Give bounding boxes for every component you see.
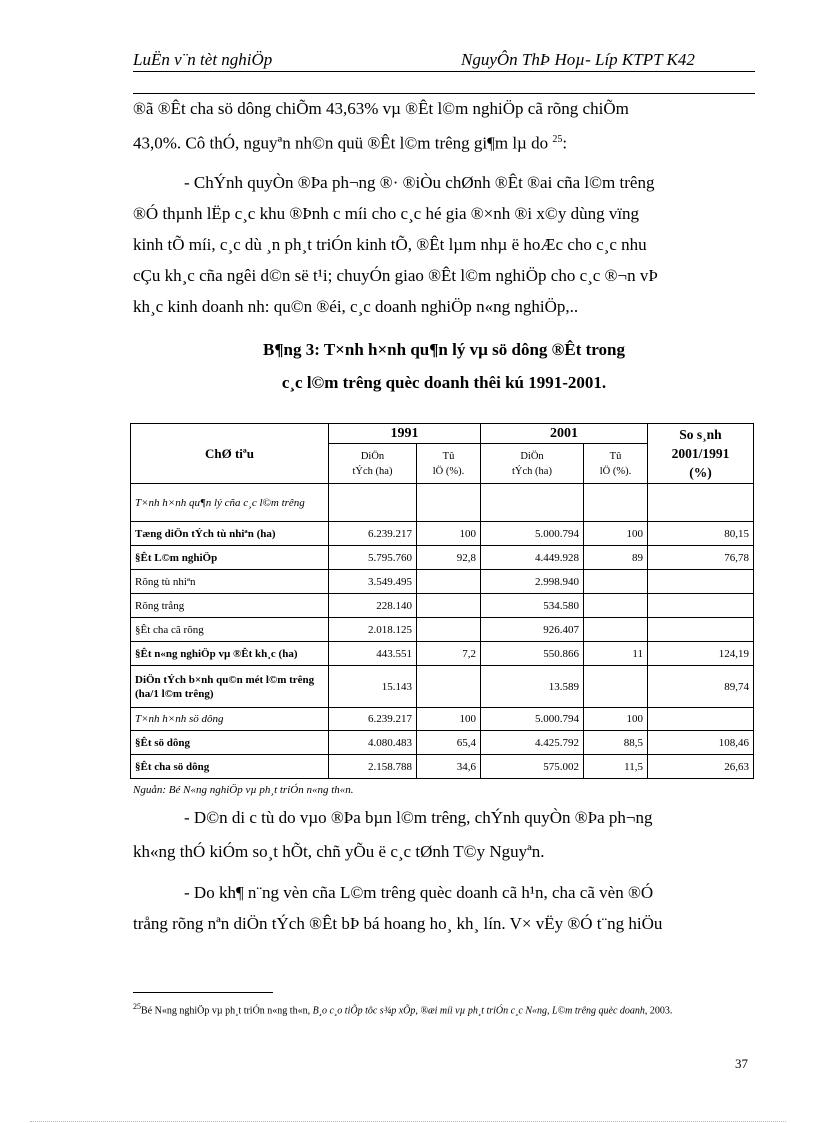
cell-area-2001: 926.407 (481, 618, 584, 642)
paragraph-text: 43,0%. Cô thÓ, nguyªn nh©n quü ®Êt l©m trêng gi¶m lµ do (133, 133, 549, 153)
cell-area-2001: 4.425.792 (481, 731, 584, 755)
row-label: §Êt cha cã rõng (131, 618, 329, 642)
cell-compare (648, 484, 754, 522)
header-area-l2: tÝch (ha) (352, 465, 393, 477)
page-edge-rule (30, 1121, 786, 1122)
paragraph-line: - D©n di c tù do vµo ®Þa bµn l©m trêng, chÝnh quyÒn ®Þa ph¬ng (184, 808, 653, 827)
table-row (131, 546, 754, 570)
cell-ratio-1991 (417, 484, 481, 522)
table-row (131, 618, 754, 642)
cell-compare (648, 594, 754, 618)
header-area-l1: DiÖn (360, 450, 385, 462)
page-number: 37 (735, 1056, 748, 1071)
row-label: §Êt n«ng nghiÖp vµ ®Êt kh¸c (ha) (131, 642, 329, 666)
paragraph-line: kinh tÕ míi, c¸c dù ¸n ph¸t triÓn kinh tÕ, ®Êt lµm nhµ ë hoÆc cho c¸c nhu (133, 235, 647, 254)
header-right: NguyÔn ThÞ Hoµ- Líp KTPT K42 (461, 50, 695, 69)
cell-ratio-1991 (417, 666, 481, 708)
cell-ratio-1991: 65,4 (417, 731, 481, 755)
cell-compare: 124,19 (648, 642, 754, 666)
cell-ratio-1991: 92,8 (417, 546, 481, 570)
footnote (133, 999, 743, 1018)
cell-ratio-1991: 34,6 (417, 755, 481, 779)
header-ratio-1991 (417, 444, 481, 484)
footnote-mark: 25 (133, 1002, 141, 1011)
cell-ratio-1991: 7,2 (417, 642, 481, 666)
cell-compare: 80,15 (648, 522, 754, 546)
cell-area-2001: 550.866 (481, 642, 584, 666)
cell-compare: 76,78 (648, 546, 754, 570)
cell-area-1991: 2.018.125 (329, 618, 417, 642)
header-indicator: ChØ tiªu (131, 424, 329, 484)
cell-ratio-2001 (584, 618, 648, 642)
cell-ratio-1991: 100 (417, 522, 481, 546)
cell-area-2001: 4.449.928 (481, 546, 584, 570)
cell-area-1991: 3.549.495 (329, 570, 417, 594)
cell-area-2001: 5.000.794 (481, 708, 584, 731)
footnote-title: B¸o c¸o tiÕp tôc s¾p xÕp, ®æi míi vµ ph¸t triÓn c¸c N«ng, L©m trêng quèc doanh (312, 1005, 645, 1017)
header-compare (648, 424, 754, 484)
row-label: §Êt cha sö dông (131, 755, 329, 779)
table-row (131, 731, 754, 755)
cell-area-1991 (329, 484, 417, 522)
paragraph-line (133, 124, 755, 159)
header-compare-l2: 2001/1991 (671, 446, 730, 461)
header-ratio-l2: lÖ (%). (432, 465, 465, 477)
cell-area-1991: 4.080.483 (329, 731, 417, 755)
row-label: T×nh h×nh qu¶n lý cña c¸c l©m trêng (131, 484, 329, 522)
cell-area-2001: 5.000.794 (481, 522, 584, 546)
paragraph-line: - ChÝnh quyÒn ®Þa ph¬ng ®· ®iÒu chØnh ®Êt ®ai cña l©m trêng (184, 173, 655, 192)
table-row (131, 642, 754, 666)
row-label: Tæng diÖn tÝch tù nhiªn (ha) (131, 522, 329, 546)
cell-ratio-1991 (417, 594, 481, 618)
paragraph-line: trång rõng nªn diÖn tÝch ®Êt bÞ bá hoang ho¸ kh¸ lín. V× vËy ®Ó t¨ng hiÖu (133, 914, 663, 933)
footnote-rule (133, 992, 273, 993)
paragraph-line: kh«ng thÓ kiÓm so¸t hÕt, chñ yÕu ë c¸c tØnh T©y Nguyªn. (133, 842, 545, 861)
cell-area-1991: 228.140 (329, 594, 417, 618)
footnote-year: , 2003. (644, 1005, 673, 1017)
header-year-2001: 2001 (481, 424, 648, 444)
header-area-2001 (481, 444, 584, 484)
cell-ratio-2001: 100 (584, 708, 648, 731)
header-ratio-l1: Tû (609, 450, 622, 462)
table-source: Nguån: Bé N«ng nghiÖp vµ ph¸t triÓn n«ng th«n. (133, 784, 354, 796)
cell-compare (648, 708, 754, 731)
row-label: Rõng tù nhiªn (131, 570, 329, 594)
header-ratio-l2: lÖ (%). (599, 465, 632, 477)
header-left: LuËn v¨n tèt nghiÖp (133, 50, 273, 69)
cell-area-1991: 443.551 (329, 642, 417, 666)
cell-ratio-1991: 100 (417, 708, 481, 731)
cell-area-2001 (481, 484, 584, 522)
cell-area-1991: 2.158.788 (329, 755, 417, 779)
cell-ratio-1991 (417, 570, 481, 594)
table-row (131, 755, 754, 779)
cell-ratio-2001 (584, 570, 648, 594)
cell-area-2001: 2.998.940 (481, 570, 584, 594)
cell-area-1991: 6.239.217 (329, 708, 417, 731)
cell-ratio-2001: 11 (584, 642, 648, 666)
cell-compare (648, 618, 754, 642)
cell-area-2001: 13.589 (481, 666, 584, 708)
table-row (131, 594, 754, 618)
cell-compare (648, 570, 754, 594)
table-row (131, 570, 754, 594)
row-label: §Êt L©m nghiÖp (131, 546, 329, 570)
cell-ratio-1991 (417, 618, 481, 642)
cell-ratio-2001: 89 (584, 546, 648, 570)
header-rule (133, 71, 755, 72)
cell-ratio-2001: 11,5 (584, 755, 648, 779)
table-title-line1: B¶ng 3: T×nh h×nh qu¶n lý vµ sö dông ®Êt trong (263, 340, 625, 359)
header-ratio-2001 (584, 444, 648, 484)
header-area-1991 (329, 444, 417, 484)
header-area-l1: DiÖn (520, 450, 544, 462)
cell-ratio-2001 (584, 484, 648, 522)
cell-ratio-2001: 100 (584, 522, 648, 546)
footnote-text: Bé N«ng nghiÖp vµ ph¸t triÓn n«ng th«n, (141, 1005, 313, 1017)
cell-ratio-2001 (584, 594, 648, 618)
paragraph-line: ®Ó thµnh lËp c¸c khu ®Þnh c míi cho c¸c hé gia ®×nh ®i x©y dùng vïng (133, 204, 640, 223)
cell-area-1991: 6.239.217 (329, 522, 417, 546)
cell-area-1991: 5.795.760 (329, 546, 417, 570)
cell-compare: 89,74 (648, 666, 754, 708)
cell-compare: 26,63 (648, 755, 754, 779)
row-label: T×nh h×nh sö dông (131, 708, 329, 731)
header-year-1991: 1991 (329, 424, 481, 444)
cell-ratio-2001 (584, 666, 648, 708)
paragraph-line: - Do kh¶ n¨ng vèn cña L©m trêng quèc doanh cã h¹n, cha cã vèn ®Ó (184, 883, 654, 902)
table-row (131, 708, 754, 731)
paragraph-line: ®ã ®Êt cha sö dông chiÕm 43,63% vµ ®Êt l©m nghiÖp cã rõng chiÕm (133, 99, 629, 118)
header-compare-l3: (%) (689, 465, 712, 480)
header-area-l2: tÝch (ha) (512, 465, 552, 477)
table-row (131, 522, 754, 546)
table-row (131, 484, 754, 522)
header-ratio-l1: Tû (442, 450, 455, 462)
table-title-line2: c¸c l©m trêng quèc doanh thêi kú 1991-2001. (281, 373, 607, 392)
paragraph-line: kh¸c kinh doanh nh: qu©n ®éi, c¸c doanh nghiÖp n«ng nghiÖp,.. (133, 297, 579, 316)
paragraph-line: cÇu kh¸c cña ngêi d©n së t¹i; chuyÓn giao ®Êt l©m nghiÖp cho c¸c ®¬n vÞ (133, 266, 658, 285)
cell-compare: 108,46 (648, 731, 754, 755)
header-compare-l1: So s¸nh (679, 427, 722, 442)
cell-area-2001: 534.580 (481, 594, 584, 618)
cell-area-2001: 575.002 (481, 755, 584, 779)
cell-ratio-2001: 88,5 (584, 731, 648, 755)
row-label: Rõng trång (131, 594, 329, 618)
table-row (131, 666, 754, 708)
footnote-ref[interactable]: 25 (552, 134, 563, 145)
row-label: DiÖn tÝch b×nh qu©n mét l©m trêng (ha/1 l©m trêng) (131, 666, 329, 708)
row-label: §Êt sö dông (131, 731, 329, 755)
land-use-table (130, 423, 754, 779)
cell-area-1991: 15.143 (329, 666, 417, 708)
paragraph-colon: : (562, 133, 568, 153)
